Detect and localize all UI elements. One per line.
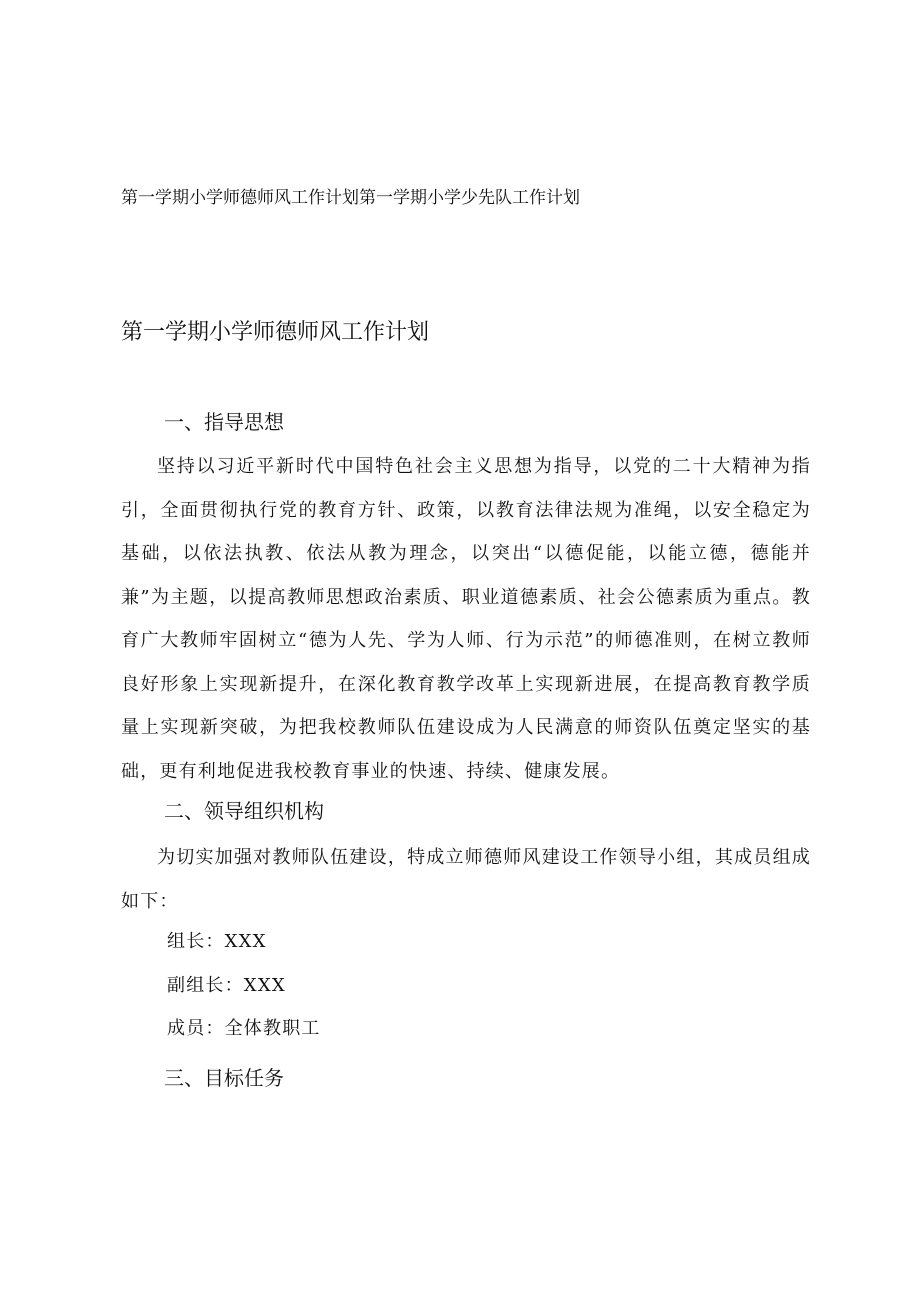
section-paragraph-guiding-ideology: 坚持以习近平新时代中国特色社会主义思想为指导，以党的二十大精神为指引，全面贯彻执行党的教育方针、政策，以教育法律法规为准绳，以安全稳定为基础，以依法执教、依法从教为理念，以突出“以德促能，以能立德，德能并兼”为主题，以提高教师思想政治素质、职业道德素质、社会公德素质为重点。教育广大教师牢固树立“德为人先、学为人师、行为示范”的师德准则，在树立教师良好形象上实现新提升，在深化教育教学改革上实现新进展，在提高教育教学质量上实现新突破，为把我校教师队伍建设成为人民满意的师资队伍奠定坚实的基础，更有利地促进我校教育事业的快速、持续、健康发展。 <box>121 456 811 782</box>
member-deputy-leader: 副组长：XXX <box>167 975 286 996</box>
plan-title: 第一学期小学师德师风工作计划 <box>121 320 430 345</box>
document-header-title: 第一学期小学师德师风工作计划第一学期小学少先队工作计划 <box>121 188 580 208</box>
section-heading-guiding-ideology: 一、指导思想 <box>164 410 284 434</box>
section-heading-goals-tasks: 三、目标任务 <box>164 1066 284 1090</box>
member-leader: 组长：XXX <box>167 931 267 952</box>
section-paragraph-leadership-organization: 为切实加强对教师队伍建设，特成立师德师风建设工作领导小组，其成员组成如下： <box>121 847 811 912</box>
member-staff: 成员：全体教职工 <box>167 1018 321 1039</box>
section-heading-leadership-organization: 二、领导组织机构 <box>164 799 324 823</box>
